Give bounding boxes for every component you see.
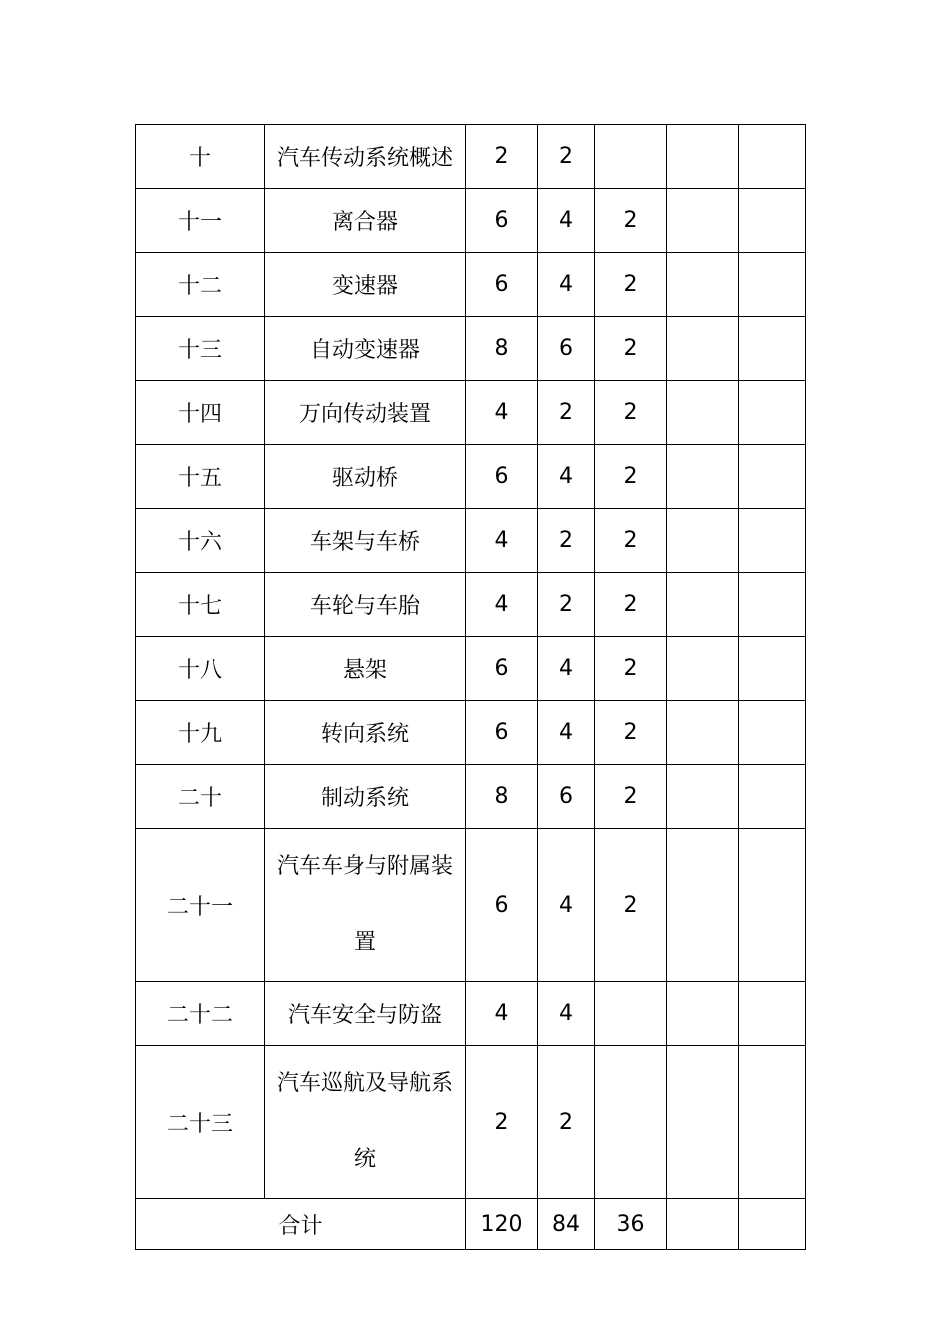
extra-cell-2 xyxy=(739,701,806,765)
practice-hours-cell: 2 xyxy=(595,829,667,982)
chapter-name-cell: 汽车安全与防盗 xyxy=(265,982,466,1046)
extra-cell-1 xyxy=(667,509,739,573)
chapter-name-cell: 车架与车桥 xyxy=(265,509,466,573)
row-number-cell: 十八 xyxy=(136,637,265,701)
total-hours-cell: 6 xyxy=(466,829,538,982)
theory-hours-cell: 6 xyxy=(538,765,595,829)
theory-hours-cell: 2 xyxy=(538,1046,595,1199)
chapter-name-cell: 悬架 xyxy=(265,637,466,701)
table-row xyxy=(136,509,806,573)
extra-cell-2 xyxy=(739,317,806,381)
theory-hours-cell: 2 xyxy=(538,381,595,445)
table-row xyxy=(136,317,806,381)
table-row xyxy=(136,125,806,189)
table-body xyxy=(136,125,806,1250)
row-number-cell: 十三 xyxy=(136,317,265,381)
extra-cell-1 xyxy=(667,253,739,317)
practice-hours-cell xyxy=(595,125,667,189)
theory-hours-cell: 4 xyxy=(538,253,595,317)
row-number-cell: 十四 xyxy=(136,381,265,445)
row-number-cell: 十五 xyxy=(136,445,265,509)
theory-hours-cell: 2 xyxy=(538,573,595,637)
extra-cell-2 xyxy=(739,1199,806,1250)
extra-cell-1 xyxy=(667,982,739,1046)
total-hours-cell: 2 xyxy=(466,125,538,189)
extra-cell-1 xyxy=(667,1199,739,1250)
total-hours-cell: 2 xyxy=(466,1046,538,1199)
chapter-name-cell: 离合器 xyxy=(265,189,466,253)
extra-cell-1 xyxy=(667,381,739,445)
theory-hours-cell: 4 xyxy=(538,982,595,1046)
extra-cell-2 xyxy=(739,1046,806,1199)
extra-cell-2 xyxy=(739,381,806,445)
extra-cell-2 xyxy=(739,982,806,1046)
theory-hours-cell: 4 xyxy=(538,637,595,701)
extra-cell-1 xyxy=(667,637,739,701)
extra-cell-2 xyxy=(739,509,806,573)
practice-hours-cell xyxy=(595,1046,667,1199)
theory-hours-cell: 2 xyxy=(538,509,595,573)
total-hours-cell: 6 xyxy=(466,189,538,253)
extra-cell-1 xyxy=(667,701,739,765)
row-number-cell: 十一 xyxy=(136,189,265,253)
table-row xyxy=(136,253,806,317)
extra-cell-2 xyxy=(739,573,806,637)
table-row xyxy=(136,982,806,1046)
chapter-name-cell: 汽车车身与附属装置 xyxy=(265,829,466,982)
table-row xyxy=(136,765,806,829)
chapter-name-cell: 汽车巡航及导航系统 xyxy=(265,1046,466,1199)
chapter-name-cell: 转向系统 xyxy=(265,701,466,765)
extra-cell-2 xyxy=(739,189,806,253)
extra-cell-2 xyxy=(739,829,806,982)
practice-hours-cell: 2 xyxy=(595,509,667,573)
extra-cell-1 xyxy=(667,829,739,982)
table-row xyxy=(136,573,806,637)
row-number-cell: 十七 xyxy=(136,573,265,637)
theory-hours-cell: 4 xyxy=(538,701,595,765)
row-number-cell: 十六 xyxy=(136,509,265,573)
total-row xyxy=(136,1199,806,1250)
extra-cell-1 xyxy=(667,317,739,381)
chapter-name-cell: 变速器 xyxy=(265,253,466,317)
row-number-cell: 十九 xyxy=(136,701,265,765)
chapter-name-cell: 车轮与车胎 xyxy=(265,573,466,637)
extra-cell-1 xyxy=(667,765,739,829)
table-row xyxy=(136,829,806,982)
table-row xyxy=(136,1046,806,1199)
chapter-name-cell: 自动变速器 xyxy=(265,317,466,381)
table-row xyxy=(136,189,806,253)
row-number-cell: 二十一 xyxy=(136,829,265,982)
theory-hours-cell: 2 xyxy=(538,125,595,189)
row-number-cell: 二十二 xyxy=(136,982,265,1046)
practice-hours-cell: 2 xyxy=(595,701,667,765)
extra-cell-1 xyxy=(667,189,739,253)
total-hours-cell: 6 xyxy=(466,253,538,317)
theory-hours-cell: 6 xyxy=(538,317,595,381)
total-hours-sum-cell: 120 xyxy=(466,1199,538,1250)
table-row xyxy=(136,445,806,509)
practice-hours-cell xyxy=(595,982,667,1046)
practice-hours-cell: 2 xyxy=(595,637,667,701)
extra-cell-2 xyxy=(739,765,806,829)
practice-hours-cell: 2 xyxy=(595,573,667,637)
total-hours-cell: 6 xyxy=(466,445,538,509)
theory-hours-sum-cell: 84 xyxy=(538,1199,595,1250)
row-number-cell: 十二 xyxy=(136,253,265,317)
chapter-name-cell: 驱动桥 xyxy=(265,445,466,509)
chapter-name-cell: 制动系统 xyxy=(265,765,466,829)
practice-hours-cell: 2 xyxy=(595,381,667,445)
table-row xyxy=(136,701,806,765)
extra-cell-2 xyxy=(739,253,806,317)
practice-hours-cell: 2 xyxy=(595,765,667,829)
extra-cell-1 xyxy=(667,1046,739,1199)
course-hours-table xyxy=(135,124,806,1250)
table-row xyxy=(136,381,806,445)
extra-cell-2 xyxy=(739,445,806,509)
theory-hours-cell: 4 xyxy=(538,189,595,253)
extra-cell-1 xyxy=(667,125,739,189)
extra-cell-1 xyxy=(667,573,739,637)
row-number-cell: 二十 xyxy=(136,765,265,829)
total-hours-cell: 8 xyxy=(466,765,538,829)
practice-hours-sum-cell: 36 xyxy=(595,1199,667,1250)
extra-cell-2 xyxy=(739,637,806,701)
extra-cell-1 xyxy=(667,445,739,509)
total-hours-cell: 4 xyxy=(466,381,538,445)
practice-hours-cell: 2 xyxy=(595,317,667,381)
table-row xyxy=(136,637,806,701)
total-hours-cell: 8 xyxy=(466,317,538,381)
total-hours-cell: 4 xyxy=(466,982,538,1046)
total-label-cell: 合计 xyxy=(136,1199,466,1250)
practice-hours-cell: 2 xyxy=(595,253,667,317)
practice-hours-cell: 2 xyxy=(595,445,667,509)
chapter-name-cell: 万向传动装置 xyxy=(265,381,466,445)
theory-hours-cell: 4 xyxy=(538,445,595,509)
chapter-name-cell: 汽车传动系统概述 xyxy=(265,125,466,189)
row-number-cell: 二十三 xyxy=(136,1046,265,1199)
theory-hours-cell: 4 xyxy=(538,829,595,982)
extra-cell-2 xyxy=(739,125,806,189)
total-hours-cell: 4 xyxy=(466,573,538,637)
total-hours-cell: 6 xyxy=(466,637,538,701)
practice-hours-cell: 2 xyxy=(595,189,667,253)
total-hours-cell: 4 xyxy=(466,509,538,573)
row-number-cell: 十 xyxy=(136,125,265,189)
total-hours-cell: 6 xyxy=(466,701,538,765)
